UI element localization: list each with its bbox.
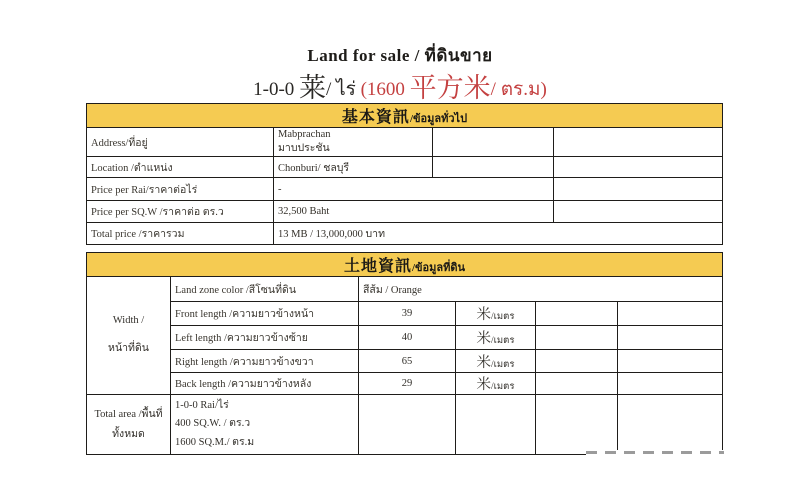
left-length-unit (456, 326, 536, 350)
total-area-label (87, 395, 171, 455)
back-length-unit (456, 373, 536, 395)
back-length-value: 29 (359, 373, 456, 395)
subtitle-rai-cjk: 莱 (299, 73, 327, 103)
total-area-row (87, 395, 723, 455)
land-info-table (86, 252, 723, 455)
width-group-cell (87, 277, 171, 395)
total-price-row (87, 223, 723, 245)
back-unit-cjk: 米 (476, 377, 492, 393)
land-info-header-row (87, 253, 723, 277)
width-group-line1: Width / (112, 315, 145, 326)
price-per-rai-value: - (274, 178, 554, 201)
left-length-label: Left length /ความยาวข้างซ้าย (171, 326, 359, 350)
price-per-rai-row (87, 178, 723, 201)
back-length-label: Back length /ความยาวข้างหลัง (171, 373, 359, 395)
front-length-unit (456, 302, 536, 326)
right-length-value: 65 (359, 350, 456, 373)
empty-cell (433, 128, 554, 157)
front-unit-cjk: 米 (476, 307, 492, 323)
left-unit-cjk: 米 (476, 331, 492, 347)
right-unit-cjk: 米 (476, 354, 492, 371)
empty-cell (554, 178, 723, 201)
land-zone-row (87, 277, 723, 302)
subtitle-area-open: (1600 (360, 79, 410, 100)
basic-info-title-thai: /ข้อมูลทั่วไป (409, 113, 468, 125)
front-unit-thai: /เมตร (491, 312, 515, 322)
width-group-line2: หน้าที่ดิน (108, 343, 149, 354)
basic-info-title-cjk: 基本資訊 (341, 109, 410, 126)
subtitle-size-prefix: 1-0-0 (253, 79, 300, 100)
back-length-row (87, 373, 723, 395)
total-area-value-line2: 400 SQ.W. / ตร.ว (175, 418, 251, 430)
left-length-value: 40 (359, 326, 456, 350)
location-label: Location /ตำแหน่ง (87, 157, 274, 178)
price-per-sqw-label: Price per SQ.W /ราคาต่อ ตร.ว (87, 201, 274, 223)
empty-cell (536, 395, 618, 455)
location-row (87, 157, 723, 178)
empty-cell (456, 395, 536, 455)
land-info-title-thai: /ข้อมูลที่ดิน (411, 262, 466, 274)
total-area-value-line1: 1-0-0 Rai/ไร่ (175, 399, 229, 411)
basic-info-header-cell (87, 104, 723, 128)
land-zone-value: สีส้ม / Orange (359, 277, 723, 302)
front-length-label: Front length /ความยาวข้างหน้า (171, 302, 359, 326)
subtitle-area-cjk: 平方米 (409, 73, 491, 103)
total-area-label-line1: Total area /พื้นที่ (94, 408, 163, 420)
empty-cell (536, 350, 618, 373)
empty-cell (536, 373, 618, 395)
empty-cell (618, 373, 723, 395)
land-info-title-cjk: 土地資訊 (343, 258, 412, 275)
price-per-sqw-row (87, 201, 723, 223)
price-per-sqw-value: 32,500 Baht (274, 201, 554, 223)
basic-info-table (86, 103, 723, 245)
empty-cell (536, 326, 618, 350)
right-length-unit (456, 350, 536, 373)
basic-info-header-row (87, 104, 723, 128)
empty-cell (554, 128, 723, 157)
empty-cell (618, 395, 723, 455)
location-value: Chonburi/ ชลบุรี (274, 157, 433, 178)
empty-cell (554, 157, 723, 178)
page-title: Land for sale / ที่ดินขาย (307, 46, 493, 65)
total-price-label: Total price /ราคารวม (87, 223, 274, 245)
land-info-header-cell (87, 253, 723, 277)
address-label: Address/ที่อยู่ (87, 128, 274, 157)
left-unit-thai: /เมตร (491, 336, 515, 346)
page-subtitle (0, 66, 800, 105)
right-length-row (87, 350, 723, 373)
right-unit-thai: /เมตร (491, 359, 515, 370)
empty-cell (554, 201, 723, 223)
total-area-label-line2: ทั้งหมด (112, 428, 145, 440)
right-length-label: Right length /ความยาวข้างขวา (171, 350, 359, 373)
empty-cell (536, 302, 618, 326)
subtitle-area-close: / ตร.ม) (490, 79, 547, 100)
back-unit-thai: /เมตร (491, 382, 515, 392)
address-row (87, 128, 723, 157)
subtitle-rai-thai: / ไร่ (326, 79, 361, 100)
left-length-row (87, 326, 723, 350)
empty-cell (618, 350, 723, 373)
land-zone-label: Land zone color /สีโซนที่ดิน (171, 277, 359, 302)
empty-cell (433, 157, 554, 178)
front-length-value: 39 (359, 302, 456, 326)
empty-cell (618, 326, 723, 350)
address-value-line1: Mabprachan (278, 129, 331, 140)
total-area-value-line3: 1600 SQ.M./ ตร.ม (175, 436, 255, 448)
price-per-rai-label: Price per Rai/ราคาต่อไร่ (87, 178, 274, 201)
empty-cell (618, 302, 723, 326)
address-value (274, 128, 433, 157)
total-price-value: 13 MB / 13,000,000 บาท (274, 223, 723, 245)
empty-cell (359, 395, 456, 455)
address-value-line2: มาบประชัน (278, 143, 330, 154)
total-area-value (171, 395, 359, 455)
front-length-row (87, 302, 723, 326)
